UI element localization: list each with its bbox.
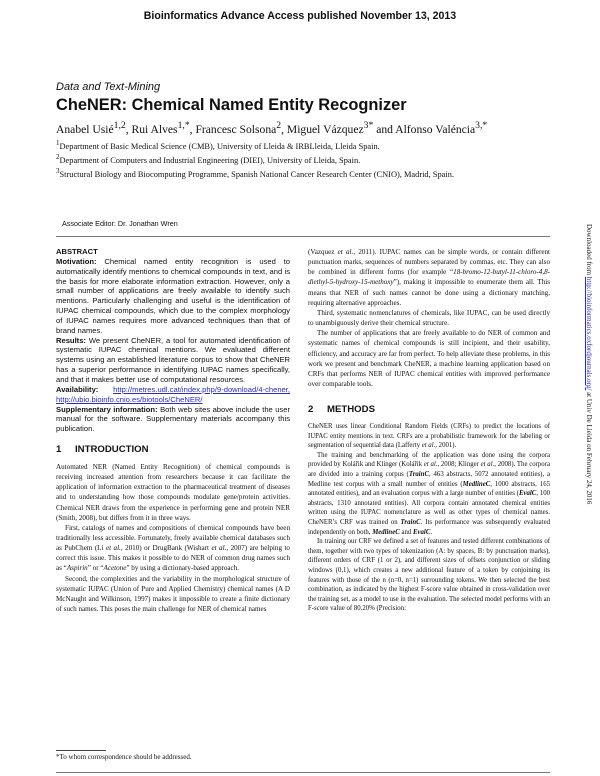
methods-heading xyxy=(308,405,550,415)
associate-editor: Associate Editor: Dr. Jonathan Wren xyxy=(62,219,178,228)
author-name: Rui Alves xyxy=(131,122,178,136)
abstract-supplementary xyxy=(56,405,290,435)
abstract-heading: ABSTRACT xyxy=(56,247,98,256)
section-number: 2 xyxy=(308,404,314,416)
footer-divider xyxy=(56,772,550,773)
author-affiliation-mark: 3,* xyxy=(475,120,488,131)
supplementary-text: Both web sites above include the user manual for the software. Supplementary materials accompany this publication. xyxy=(56,404,290,434)
section-label: Data and Text-Mining xyxy=(56,81,161,93)
paragraph: Second, the complexities and the variability in the morphological structure of systematic IUPAC (Union of Pure and Applied Chemistry) chemical names (A D McNaught and Wilkinson, 1997) makes it impossible to create a finite dictionary of such names. This poses the main challenge for NER of chemical names xyxy=(56,574,290,614)
section-title: METHODS xyxy=(327,404,375,416)
paragraph: (Vazquez et al., 2011). IUPAC names can be simple words, or contain different punctuation marks, sequences of numbers separated by commas, etc. They can also be combined in different forms (for example “18-bromo-12-butyl-11-chloro-4,8-diethyl-5-hydroxy-15-methoxy”), making it impossible to enumerate them all. This means that NER of such names cannot be done using a dictionary matching, requiring alternative approaches. xyxy=(308,248,550,307)
section-number: 1 xyxy=(56,444,62,456)
footnote-divider xyxy=(56,750,106,751)
author-affiliation-mark: 1,2 xyxy=(113,120,126,131)
abstract-motivation xyxy=(56,257,290,336)
paragraph: The number of applications that are freely available to do NER of common and systematic names of chemical compounds is still incipient, and their usability, efficiency, and accuracy are far from perfect. To help alleviate these problems, in this work we present and benchmark CheNER, a machine learning application based on CRFs that performs NER of IUPAC chemical entities with improved performance over comparable tools. xyxy=(308,329,550,389)
affiliation-mark: 1 xyxy=(56,139,60,147)
author-name: Anabel Usié xyxy=(56,122,114,136)
availability-label: Availability: xyxy=(56,384,99,394)
introduction-body xyxy=(56,462,290,614)
download-watermark xyxy=(585,224,593,504)
supplementary-label: Supplementary information: xyxy=(56,404,158,414)
abstract-availability xyxy=(56,385,290,405)
paragraph: The training and benchmarking of the application was done using the corpora provided by Kolářik and Klinger (Kolářik et al., 2008; Klinger et al., 2008). The corpora are divided into a training corpus (TrainC, 463 abstracts, 5072 annotated entities), a Medline test corpus with a small number of entities (MedlineC, 1000 abstracts, 165 annotated entities), and an evaluation corpus with a large number of entities (EvalC, 100 abstracts, 1310 annotated entities). All corpora contain annotated chemical entities written using the IUPAC nomenclature as well as other types of chemical names. CheNER’s CRF was trained on TrainC. Its performance was subsequently evaluated independently on both, MedlineC and EvalC. xyxy=(308,451,551,536)
motivation-label: Motivation: xyxy=(56,256,97,266)
author-name: Francesc Solsona xyxy=(195,122,277,136)
paper-title: CheNER: Chemical Named Entity Recognizer xyxy=(56,96,407,114)
correspondence-footnote: *To whom correspondence should be addressed. xyxy=(56,753,192,761)
results-text: We present CheNER, a tool for automated identification of systematic IUPAC chemical mentions. We evaluated different systems using an established literature corpus to show that CheNER has a superior performance in identifying IUPAC names specifically, and that it makes better use of computational resources. xyxy=(56,335,290,384)
methods-body xyxy=(308,422,550,614)
paragraph: CheNER uses linear Conditional Random Fields (CRFs) to predict the locations of IUPAC entity mentions in text. CRFs are a probabilistic framework for the labeling or segmentation of sequential data (Lafferty et al., 2001). xyxy=(308,423,550,450)
watermark-text: at Univ De Lleida on February 24, 2016 xyxy=(585,390,593,505)
paragraph: First, catalogs of names and compositions of chemical compounds have been traditionally less accessible. Fortunately, freely available chemical databases such as PubChem (Li et al., 2010) or DrugBank (Wishart et al., 2007) are helping to correct this issue. This makes it possible to do NER of common drug names such as “Aspirin” or “Acetone” by using a dictionary-based approach. xyxy=(56,523,290,573)
abstract-results xyxy=(56,336,290,385)
affiliation xyxy=(56,153,360,165)
availability-link[interactable]: http://ubio.bioinfo.cnio.es/biotools/CheNER/ xyxy=(56,394,203,404)
affiliation-text: Department of Computers and Industrial Engineering (DIEI), University of Lleida, Spain. xyxy=(59,155,361,165)
affiliation-mark: 3 xyxy=(56,167,60,175)
watermark-text: Downloaded from xyxy=(585,224,593,277)
author-list: Anabel Usié$^{1,2}$, Rui Alves$^{1,*}$, Francesc Solsona$^2$, Miguel Vázquez$^{3*}$ and Alfonso Valéncia$^{3,*}$ xyxy=(56,120,488,136)
motivation-text: Chemical named entity recognition is used to automatically identify mentions to chemical compounds in text, and is the basis for more elaborate information extraction. However, only a small number of applications are freely available to identify such mentions. Particularly challenging and useful is the identification of IUPAC chemical compounds, which due to the complex morphology of IUPAC names requires more advanced techniques than that of brand names. xyxy=(56,256,290,335)
left-column xyxy=(56,247,290,614)
affiliation-text: Structural Biology and Biocomputing Programme, Spanish National Cancer Research Center (CNIO), Madrid, Spain. xyxy=(59,169,454,179)
author-affiliation-mark: 2 xyxy=(276,120,282,131)
right-column xyxy=(308,247,550,614)
header-divider xyxy=(56,236,550,237)
section-title: INTRODUCTION xyxy=(75,444,149,456)
advance-access-banner: Bioinformatics Advance Access published November 13, 2013 xyxy=(143,10,457,22)
affiliation-mark: 2 xyxy=(56,153,60,161)
paragraph: Automated NER (Named Entity Recognition) of chemical compounds is receiving increased attention from researchers because it can facilitate the application of information extraction to the pharmaceutical treatment of diseases and to understanding how those compounds modulate gene/protein activities. Chemical NER draws from the experience in performing gene and protein NER (Smith, 2008), but differs from it in three ways. xyxy=(56,462,290,522)
author-affiliation-mark: 1,* xyxy=(177,120,190,131)
author-affiliation-mark: 3* xyxy=(363,120,374,131)
paragraph: In training our CRF we defined a set of features and tested different combinations of them, together with two types of tokenization (A: by spaces, B: by punctuation marks), different orders of CRF (1 or 2), and different sizes of offsets conjunction or sliding windows (0,1), which creates a new additional feature of a token by conjoining its features with those of the n (n=0, n=1) surrounding tokens. We then selected the best combination, as indicated by the highest F-score value obtained in cross-validation over the training set, as a model to use in the evaluation. The selected model performs with an F-score value of 80.20% (Precision: xyxy=(308,538,550,613)
affiliation xyxy=(56,139,380,151)
availability-link[interactable]: http://metres.udl.cat/index.php/9-download/4-chener, xyxy=(113,384,290,394)
affiliation xyxy=(56,167,454,179)
introduction-continued xyxy=(308,247,550,389)
introduction-heading xyxy=(56,445,290,455)
paragraph: Third, systematic nomenclatures of chemicals, like IUPAC, can be used directly to unambiguously derive their chemical structure. xyxy=(308,308,550,328)
watermark-link[interactable]: http://bioinformatics.oxfordjournals.org/ xyxy=(585,276,593,391)
affiliation-text: Department of Basic Medical Science (CMB), University of Lleida & IRBLleida, Lleida Spain. xyxy=(59,141,380,151)
results-label: Results: xyxy=(56,335,86,345)
author-name: Alfonso Valéncia xyxy=(395,122,476,136)
author-name: Miguel Vázquez xyxy=(286,122,364,136)
